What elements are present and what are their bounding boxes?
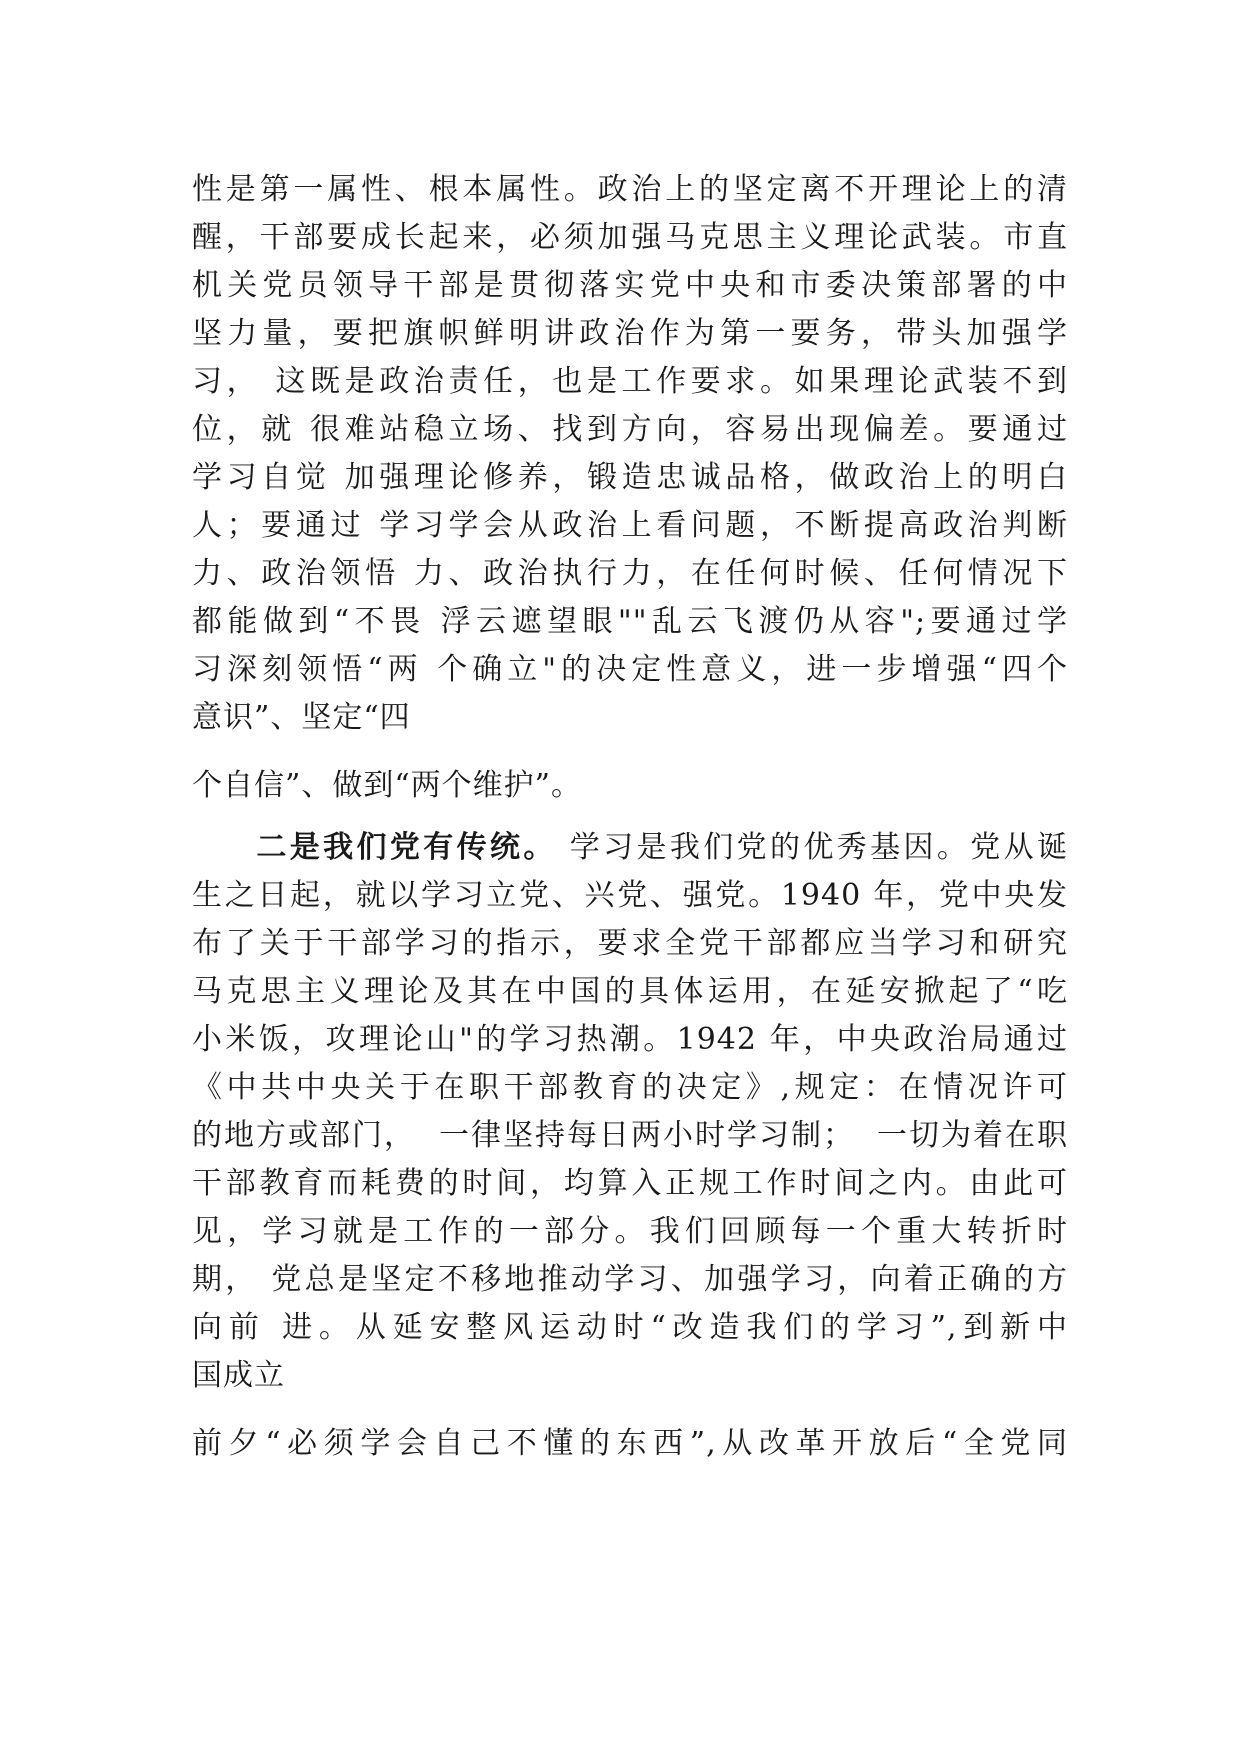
text-line: 机关党员领导干部是贯彻落实党中央和市委决策部署的中 [192, 268, 1068, 303]
paragraph-two-safeguards [192, 762, 1068, 810]
text-line: 见，学习就是工作的一部分。我们回顾每一个重大转折时 [192, 1214, 1068, 1249]
text-line: 都能做到“不畏 浮云遮望眼""乱云飞渡仍从容";要通过学 [192, 604, 1068, 639]
first-line [192, 824, 1068, 872]
text-span: 学习是我们党的优秀基因。党从诞 [556, 830, 1068, 865]
text-line: 《中共中央关于在职干部教育的决定》,规定：在情况许可 [192, 1070, 1068, 1105]
text-line: 学习自觉 加强理论修养，锻造忠诚品格，做政治上的明白 [192, 460, 1068, 495]
section-lead-heading: 二是我们党有传统。 [254, 830, 557, 865]
text-line: 力、政治领悟 力、政治执行力，在任何时候、任何情况下 [192, 556, 1068, 591]
text-line: 意识”、坚定“四 [192, 700, 411, 735]
text-line: 性是第一属性、根本属性。政治上的坚定离不开理论上的清 [192, 172, 1068, 207]
text-line: 马克思主义理论及其在中国的具体运用，在延安掀起了“吃 [192, 974, 1068, 1009]
paragraph-political-attribute [192, 166, 1068, 742]
text-line: 坚力量，要把旗帜鲜明讲政治作为第一要务，带头加强学 [192, 316, 1068, 351]
text-line: 人；要通过 学习学会从政治上看问题，不断提高政治判断 [192, 508, 1068, 543]
paragraph-continuation [192, 1420, 1068, 1468]
text-line: 个自信”、做到“两个维护”。 [192, 768, 583, 803]
text-line: 国成立 [192, 1358, 285, 1393]
text-line: 期， 党总是坚定不移地推动学习、加强学习，向着正确的方 [192, 1262, 1068, 1297]
text-line: 干部教育而耗费的时间，均算入正规工作时间之内。由此可 [192, 1166, 1068, 1201]
text-line: 习， 这既是政治责任，也是工作要求。如果理论武装不到 [192, 364, 1068, 399]
text-line: 向前 进。从延安整风运动时“改造我们的学习”,到新中 [192, 1310, 1068, 1345]
text-line: 生之日起，就以学习立党、兴党、强党。1940 年，党中央发 [192, 878, 1068, 913]
text-line: 习深刻领悟“两 个确立"的决定性意义，进一步增强“四个 [192, 652, 1068, 687]
text-line: 布了关于干部学习的指示，要求全党干部都应当学习和研究 [192, 926, 1068, 961]
text-line: 前夕“必须学会自己不懂的东西”,从改革开放后“全党同 [192, 1426, 1068, 1461]
text-line: 小米饭，攻理论山"的学习热潮。1942 年，中央政治局通过 [192, 1022, 1068, 1057]
text-line: 位，就 很难站稳立场、找到方向，容易出现偏差。要通过 [192, 412, 1068, 447]
text-line: 的地方或部门， 一律坚持每日两小时学习制； 一切为着在职 [192, 1118, 1068, 1153]
paragraph-party-tradition [192, 824, 1068, 1400]
text-line: 醒，干部要成长起来，必须加强马克思主义理论武装。市直 [192, 220, 1068, 255]
